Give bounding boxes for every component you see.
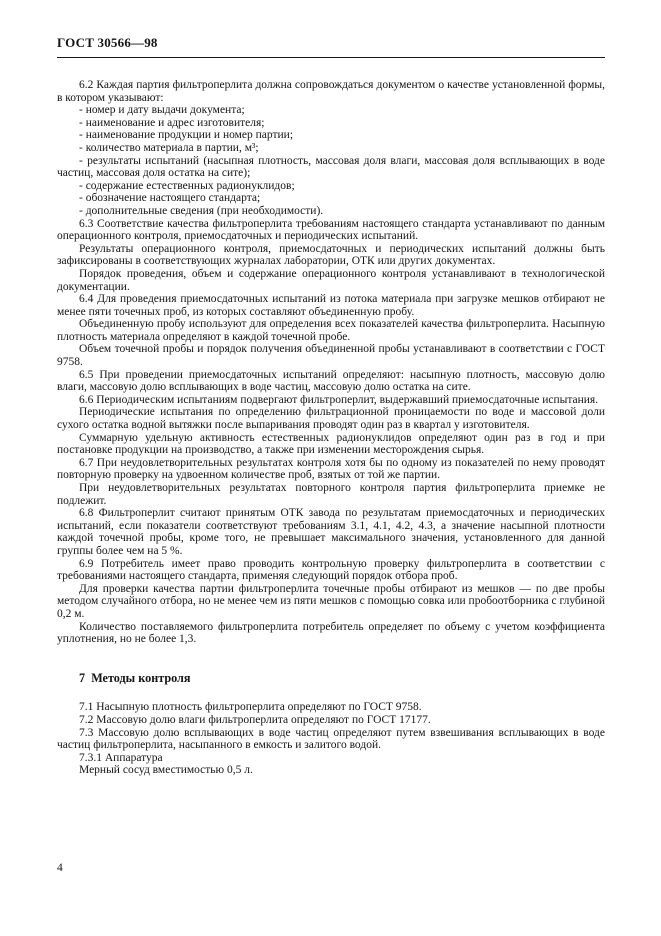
page-number: 4 bbox=[57, 862, 63, 874]
clause-6-7: 6.7 При неудовлетворительных результатах контроля хотя бы по одному из показателей по нему проводят повторную проверку на удвоенном количестве проб, взятых от той же партии. bbox=[57, 456, 605, 482]
doc-list-item-2: - наименование и адрес изготовителя; bbox=[79, 116, 265, 129]
page-header bbox=[57, 34, 605, 58]
header-divider bbox=[57, 57, 605, 58]
document-body bbox=[57, 79, 605, 777]
para-repeat-control: При неудовлетворительных результатах повторного контроля партия фильтроперлита приемке не подлежит. bbox=[57, 482, 605, 507]
doc-list-item-8: - дополнительные сведения (при необходимости). bbox=[79, 204, 324, 217]
standard-number: ГОСТ 30566—98 bbox=[57, 35, 158, 50]
para-radionuclide-activity: Суммарную удельную активность естественных радионуклидов определяют один раз в год и при постановке продукции на производство, а также при изменении месторождения сырья. bbox=[57, 431, 605, 457]
doc-list-item-5: - результаты испытаний (насыпная плотность, массовая доля влаги, массовая доля всплывающих в воде частиц, массовая доля остатка на сите); bbox=[57, 154, 605, 180]
clause-6-9: 6.9 Потребитель имеет право проводить контрольную проверку фильтроперлита в соответствии с требованиями настоящего стандарта, применяя следующий порядок отбора проб. bbox=[57, 557, 605, 583]
para-procedure-order: Порядок проведения, объем и содержание операционного контроля устанавливают в технологической документации. bbox=[57, 267, 605, 293]
doc-list-item-4: - количество материала в партии, м³; bbox=[79, 141, 259, 154]
para-periodic-tests: Периодические испытания по определению фильтрационной проницаемости по воде и массовой доли сухого остатка водной вытяжки после выпаривания проводят один раз в квартал у изготовителя. bbox=[57, 406, 605, 432]
doc-list-item-3: - наименование продукции и номер партии; bbox=[79, 129, 294, 142]
para-measuring-vessel: Мерный сосуд вместимостью 0,5 л. bbox=[79, 764, 253, 777]
para-sampling-bags: Для проверки качества партии фильтроперлита точечные пробы отбирают из мешков — по две пробы методом случайного отбора, но не менее чем из пяти мешков с помощью совка или пробоотборника с глубиной 0,2 м. bbox=[57, 582, 605, 620]
clause-6-3: 6.3 Соответствие качества фильтроперлита требованиям настоящего стандарта устанавливают по данным операционного контроля, приемосдаточных и периодических испытаний. bbox=[57, 217, 605, 243]
para-results-recorded: Результаты операционного контроля, приемосдаточных и периодических испытаний должны быть зафиксированы в соответствующих журналах лаборатории, ОТК или других документах. bbox=[57, 242, 605, 268]
para-sample-volume: Объем точечной пробы и порядок получения объединенной пробы устанавливают в соответствии с ГОСТ 9758. bbox=[57, 343, 605, 369]
section-7-heading: 7 Методы контроля bbox=[79, 670, 191, 685]
clause-7-3: 7.3 Массовую долю всплывающих в воде частиц определяют путем взвешивания всплывающих в воде частиц фильтроперлита, насыпанного в емкость и залитого водой. bbox=[57, 726, 605, 752]
doc-list-item-1: - номер и дату выдачи документа; bbox=[79, 104, 245, 117]
para-quantity-volume: Количество поставляемого фильтроперлита потребитель определяет по объему с учетом коэффициента уплотнения, но не более 1,3. bbox=[57, 620, 605, 646]
clause-6-5: 6.5 При проведении приемосдаточных испытаний определяют: насыпную плотность, массовую долю влаги, массовую долю всплывающих в воде частиц, массовую долю остатка на сите. bbox=[57, 368, 605, 394]
page-footer bbox=[57, 862, 63, 874]
doc-list-item-6: - содержание естественных радионуклидов; bbox=[79, 179, 295, 192]
clause-6-2: 6.2 Каждая партия фильтроперлита должна сопровождаться документом о качестве установленной формы, в котором указывают: bbox=[57, 79, 605, 104]
clause-7-1: 7.1 Насыпную плотность фильтроперлита определяют по ГОСТ 9758. bbox=[79, 701, 422, 714]
clause-6-4: 6.4 Для проведения приемосдаточных испытаний из потока материала при загрузке мешков отбирают не менее пяти точечных проб, из которых составляют объединенную пробу. bbox=[57, 293, 605, 318]
clause-7-2: 7.2 Массовую долю влаги фильтроперлита определяют по ГОСТ 17177. bbox=[79, 713, 431, 726]
clause-7-3-1: 7.3.1 Аппаратура bbox=[79, 751, 163, 764]
clause-6-8: 6.8 Фильтроперлит считают принятым ОТК завода по результатам приемосдаточных и периодических испытаний, если показатели соответствуют требованиям 3.1, 4.1, 4.2, 4.3, а значение насыпной плотности каждой точечной пробы, кроме того, не превышает максимального значения, установленного для данной группы более чем на 5 %. bbox=[57, 507, 605, 557]
doc-list-item-7: - обозначение настоящего стандарта; bbox=[79, 192, 261, 205]
clause-6-6: 6.6 Периодическим испытаниям подвергают фильтроперлит, выдержавший приемосдаточные испытания. bbox=[79, 393, 599, 406]
para-combined-sample: Объединенную пробу используют для определения всех показателей качества фильтроперлита. Насыпную плотность материала определяют в каждой точечной пробе. bbox=[57, 318, 605, 343]
